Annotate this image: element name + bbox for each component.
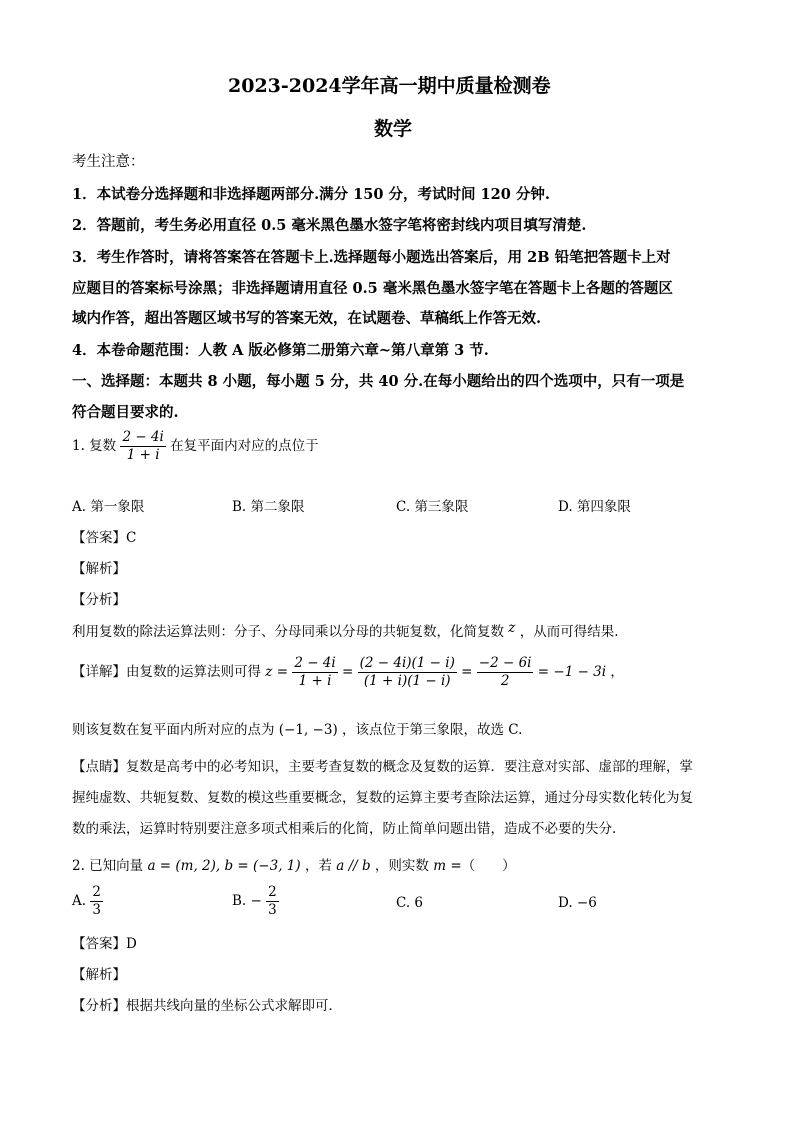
q2-option-a (72, 884, 103, 919)
q1-option-c: C. 第三象限 (396, 499, 469, 515)
q2-stem-b: ，若 (304, 858, 332, 874)
q1-detail-frac-2 (358, 655, 457, 690)
q1-option-d: D. 第四象限 (558, 499, 631, 515)
q1-detail-z: z = (265, 664, 289, 680)
q1-dianjing-line3: 数的乘法，运算时特别要注意多项式相乘后的化简，防止简单问题出错，造成不必要的失分. (72, 821, 617, 837)
q1-detail-result: = −1 − 3i (537, 664, 607, 680)
q2-option-b-num: 2 (268, 884, 277, 900)
q1-answer: 【答案】C (72, 530, 137, 546)
q1-detail-frac-1 (292, 655, 337, 690)
q1-detail-frac-2-den: (1 + i)(1 − i) (363, 673, 451, 689)
q2-parallel: a // b (336, 858, 371, 874)
q2-var-m: m (433, 858, 447, 874)
q2-option-d: D. −6 (558, 895, 597, 911)
q1-detail-frac-2-num: (2 − 4i)(1 − i) (359, 655, 455, 671)
q1-jiexi-label: 【解析】 (72, 561, 126, 577)
q2-stem-c: ，则实数 (374, 858, 429, 874)
section-heading-line1: 一、选择题：本题共 8 小题，每小题 5 分，共 40 分.在每小题给出的四个选项中，只有一项是 (72, 373, 685, 390)
q1-conclusion: 则该复数在复平面内所对应的点为 (−1, −3) ，该点位于第三象限，故选 C. (72, 722, 523, 738)
q2-vectors: a = (m, 2), b = (−3, 1) (147, 858, 301, 874)
q1-detail-frac-3 (477, 655, 534, 690)
q1-option-a: A. 第一象限 (72, 499, 145, 515)
q1-detail-label: 【详解】由复数的运算法则可得 (72, 664, 261, 680)
q1-dianjing-line1: 【点睛】复数是高考中的必考知识，主要考查复数的概念及复数的运算．要注意对实部、虚部的理解，掌 (72, 759, 693, 775)
q1-stem (72, 429, 319, 464)
notice-line-4: 应题目的答案标号涂黑；非选择题请用直径 0.5 毫米黑色墨水签字笔在答题卡上各题的答题区 (72, 280, 673, 297)
q1-fraction (120, 429, 165, 464)
q1-detail: 【详解】由复数的运算法则可得 z = $\frac{2 - 4i}{1 + i}$ = $\frac{(2 - 4i)(1 - i)}{(1 + i)(1 - i)}$ = $\frac{-2 - 6i}{2}$ = −1 − 3i ， (72, 655, 624, 689)
q1-dianjing-line2: 握纯虚数、共轭复数、复数的模这些重要概念，复数的运算主要考查除法运算，通过分母实数化转化为复 (72, 790, 693, 806)
q1-frac-denominator: 1 + i (126, 447, 160, 463)
q2-fenxi: 【分析】根据共线向量的坐标公式求解即可． (72, 998, 342, 1014)
q2-option-b-frac (266, 884, 279, 919)
q2-option-b-den: 3 (268, 902, 277, 918)
q2-option-a-den: 3 (92, 902, 101, 918)
q1-fenxi-text-b: ，从而可得结果. (519, 624, 619, 640)
q2-option-a-frac (90, 884, 103, 919)
q2-option-a-label: A. (72, 893, 87, 909)
q1-prefix: 1. 复数 (72, 438, 117, 454)
q2-jiexi-label: 【解析】 (72, 967, 126, 983)
q2-stem-a: 2. 已知向量 (72, 858, 144, 874)
q1-detail-frac-1-num: 2 − 4i (294, 655, 336, 671)
q1-fenxi-text-a: 利用复数的除法运算法则：分子、分母同乘以分母的共轭复数，化简复数 (72, 624, 504, 640)
q2-stem (72, 854, 516, 874)
notice-line-5: 域内作答，超出答题区域书写的答案无效，在试题卷、草稿纸上作答无效. (72, 310, 542, 327)
q2-option-b (232, 884, 279, 919)
q1-detail-end: ， (610, 664, 624, 680)
q1-fenxi-var: z (508, 620, 516, 636)
q2-option-b-label: B. (232, 893, 247, 909)
notice-line-1: 1．本试卷分选择题和非选择题两部分.满分 150 分，考试时间 120 分钟. (72, 186, 550, 203)
q1-fenxi-text (72, 620, 619, 640)
exam-title: 2023-2024学年高一期中质量检测卷 (228, 75, 551, 97)
notice-line-6: 4．本卷命题范围：人教 A 版必修第二册第六章~第八章第 3 节. (72, 342, 489, 359)
q1-detail-frac-3-num: −2 − 6i (478, 655, 532, 671)
q1-fenxi-label: 【分析】 (72, 592, 126, 608)
section-heading-line2: 符合题目要求的. (72, 404, 179, 421)
q1-option-b: B. 第二象限 (232, 499, 305, 515)
q1-detail-frac-1-den: 1 + i (298, 673, 332, 689)
q2-stem-d: =（ ） (450, 858, 516, 874)
q1-suffix: 在复平面内对应的点位于 (170, 438, 319, 454)
q2-option-c: C. 6 (396, 895, 424, 911)
q2-answer: 【答案】D (72, 936, 137, 952)
notice-heading: 考生注意： (72, 154, 145, 170)
subject-title: 数学 (374, 118, 413, 140)
q2-option-b-sign: − (250, 893, 262, 909)
q1-frac-numerator: 2 − 4i (122, 429, 164, 445)
q1-detail-frac-3-den: 2 (500, 673, 510, 689)
q2-option-a-num: 2 (92, 884, 101, 900)
notice-line-2: 2．答题前，考生务必用直径 0.5 毫米黑色墨水签字笔将密封线内项目填写清楚. (72, 217, 587, 234)
notice-line-3: 3．考生作答时，请将答案答在答题卡上.选择题每小题选出答案后，用 2B 铅笔把答题卡上对 (72, 249, 671, 266)
